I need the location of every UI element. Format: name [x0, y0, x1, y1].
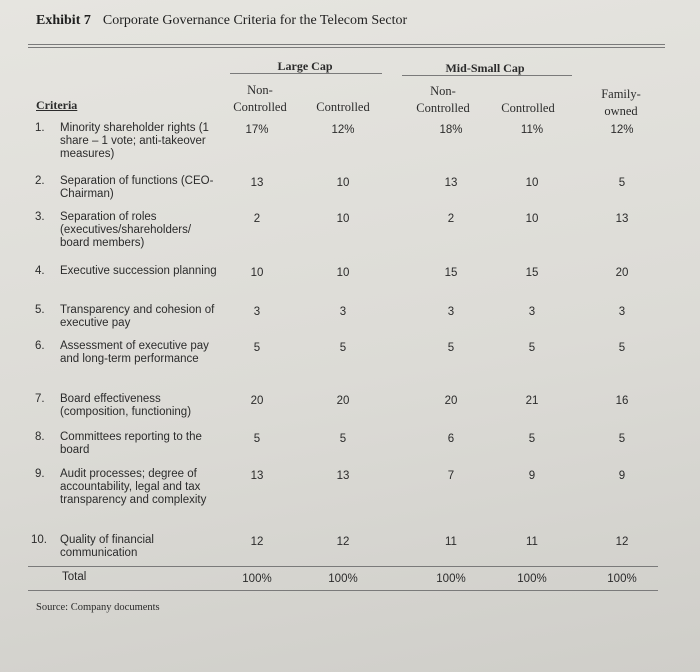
cell-large-noncontrolled: 2 [253, 213, 261, 225]
cell-family-owned: 9 [618, 470, 626, 482]
group-large-cap: Large Cap [277, 59, 333, 73]
cell-large-controlled: 5 [339, 433, 347, 445]
cell-mid-controlled: 21 [525, 395, 539, 407]
total-large-noncontrolled: 100% [242, 573, 272, 585]
row-label: Board effectiveness (composition, functioning) [60, 393, 192, 418]
cell-mid-controlled: 10 [525, 177, 539, 189]
cell-family-owned: 12% [610, 124, 634, 136]
cell-large-controlled: 13 [336, 470, 350, 482]
row-label: Audit processes; degree of accountability, legal and tax transparency and complexity [60, 468, 207, 506]
total-large-controlled: 100% [328, 573, 358, 585]
col-header-mid-noncontrolled [410, 83, 476, 117]
cell-large-controlled: 12 [336, 536, 350, 548]
cell-mid-noncontrolled: 18% [439, 124, 463, 136]
cell-large-controlled: 10 [336, 267, 350, 279]
row-label: Separation of functions (CEO-Chairman) [60, 175, 214, 200]
cell-mid-controlled: 5 [528, 342, 536, 354]
cell-mid-noncontrolled: 5 [447, 342, 455, 354]
col-header-line: Controlled [501, 101, 555, 115]
cell-large-controlled: 12% [331, 124, 355, 136]
col-header-line: owned [604, 104, 638, 118]
cell-large-noncontrolled: 12 [250, 536, 264, 548]
row-number: 2. [35, 175, 45, 187]
cell-family-owned: 5 [618, 342, 626, 354]
cell-family-owned: 5 [618, 177, 626, 189]
row-label: Executive succession planning [60, 265, 217, 277]
row-number: 4. [35, 265, 45, 277]
cell-family-owned: 13 [615, 213, 629, 225]
row-label: Transparency and cohesion of executive pay [60, 304, 215, 329]
col-header-mid-controlled [495, 100, 561, 117]
cell-large-noncontrolled: 17% [245, 124, 269, 136]
cell-family-owned: 20 [615, 267, 629, 279]
large-cap-rule [230, 73, 382, 74]
cell-large-noncontrolled: 20 [250, 395, 264, 407]
mid-small-cap-rule [402, 75, 572, 76]
total-label: Total [62, 571, 87, 583]
row-number: 10. [31, 534, 47, 546]
total-bottom-rule [28, 590, 658, 591]
cell-mid-controlled: 5 [528, 433, 536, 445]
row-label: Assessment of executive pay and long-term performance [60, 340, 209, 365]
cell-family-owned: 5 [618, 433, 626, 445]
row-number: 9. [35, 468, 45, 480]
cell-mid-noncontrolled: 11 [445, 536, 457, 548]
cell-mid-noncontrolled: 13 [444, 177, 458, 189]
cell-mid-controlled: 10 [525, 213, 539, 225]
top-rule-2 [28, 47, 665, 48]
row-label: Separation of roles (executives/shareholders/ board members) [60, 211, 192, 249]
row-label: Committees reporting to the board [60, 431, 202, 456]
exhibit-title-text: Corporate Governance Criteria for the Telecom Sector [102, 13, 408, 28]
total-mid-controlled: 100% [517, 573, 547, 585]
cell-mid-noncontrolled: 2 [447, 213, 455, 225]
row-number: 5. [35, 304, 45, 316]
cell-family-owned: 16 [615, 395, 629, 407]
group-mid-small-cap: Mid-Small Cap [445, 61, 525, 75]
col-header-line: Controlled [233, 100, 287, 114]
total-top-rule [28, 566, 658, 567]
cell-mid-noncontrolled: 15 [444, 267, 458, 279]
col-header-family-owned [588, 86, 654, 120]
col-header-line: Controlled [416, 101, 470, 115]
cell-mid-noncontrolled: 20 [444, 395, 458, 407]
cell-large-controlled: 3 [339, 306, 347, 318]
cell-mid-controlled: 15 [525, 267, 539, 279]
col-header-line: Controlled [316, 100, 370, 114]
col-header-large-noncontrolled [227, 82, 293, 116]
cell-large-controlled: 10 [336, 213, 350, 225]
source-note: Source: Company documents [36, 602, 160, 613]
cell-family-owned: 3 [618, 306, 626, 318]
criteria-header: Criteria [36, 98, 78, 112]
cell-large-controlled: 5 [339, 342, 347, 354]
cell-large-noncontrolled: 3 [253, 306, 261, 318]
col-header-line: Family- [601, 87, 641, 101]
cell-mid-noncontrolled: 6 [447, 433, 455, 445]
cell-family-owned: 12 [615, 536, 629, 548]
cell-mid-controlled: 3 [528, 306, 536, 318]
cell-mid-controlled: 11% [520, 124, 544, 136]
col-header-large-controlled [310, 99, 376, 116]
cell-mid-noncontrolled: 3 [447, 306, 455, 318]
top-rule [28, 44, 665, 45]
row-number: 3. [35, 211, 45, 223]
cell-mid-noncontrolled: 7 [447, 470, 455, 482]
row-label: Quality of financial communication [60, 534, 154, 559]
exhibit-number: Exhibit 7 [36, 13, 91, 28]
cell-large-controlled: 20 [336, 395, 350, 407]
cell-large-noncontrolled: 5 [253, 433, 261, 445]
row-label: Minority shareholder rights (1 share – 1 vote; anti-takeover measures) [60, 122, 209, 160]
row-number: 8. [35, 431, 45, 443]
total-mid-noncontrolled: 100% [436, 573, 466, 585]
cell-mid-controlled: 9 [528, 470, 536, 482]
cell-large-noncontrolled: 5 [253, 342, 261, 354]
cell-large-noncontrolled: 13 [250, 177, 264, 189]
col-header-line: Non- [247, 83, 273, 97]
cell-large-noncontrolled: 13 [250, 470, 264, 482]
row-number: 7. [35, 393, 45, 405]
col-header-line: Non- [430, 84, 456, 98]
row-number: 1. [35, 122, 45, 134]
total-family-owned: 100% [607, 573, 637, 585]
cell-mid-controlled: 11 [526, 536, 538, 548]
cell-large-noncontrolled: 10 [250, 267, 264, 279]
exhibit-title [36, 13, 407, 29]
cell-large-controlled: 10 [336, 177, 350, 189]
row-number: 6. [35, 340, 45, 352]
